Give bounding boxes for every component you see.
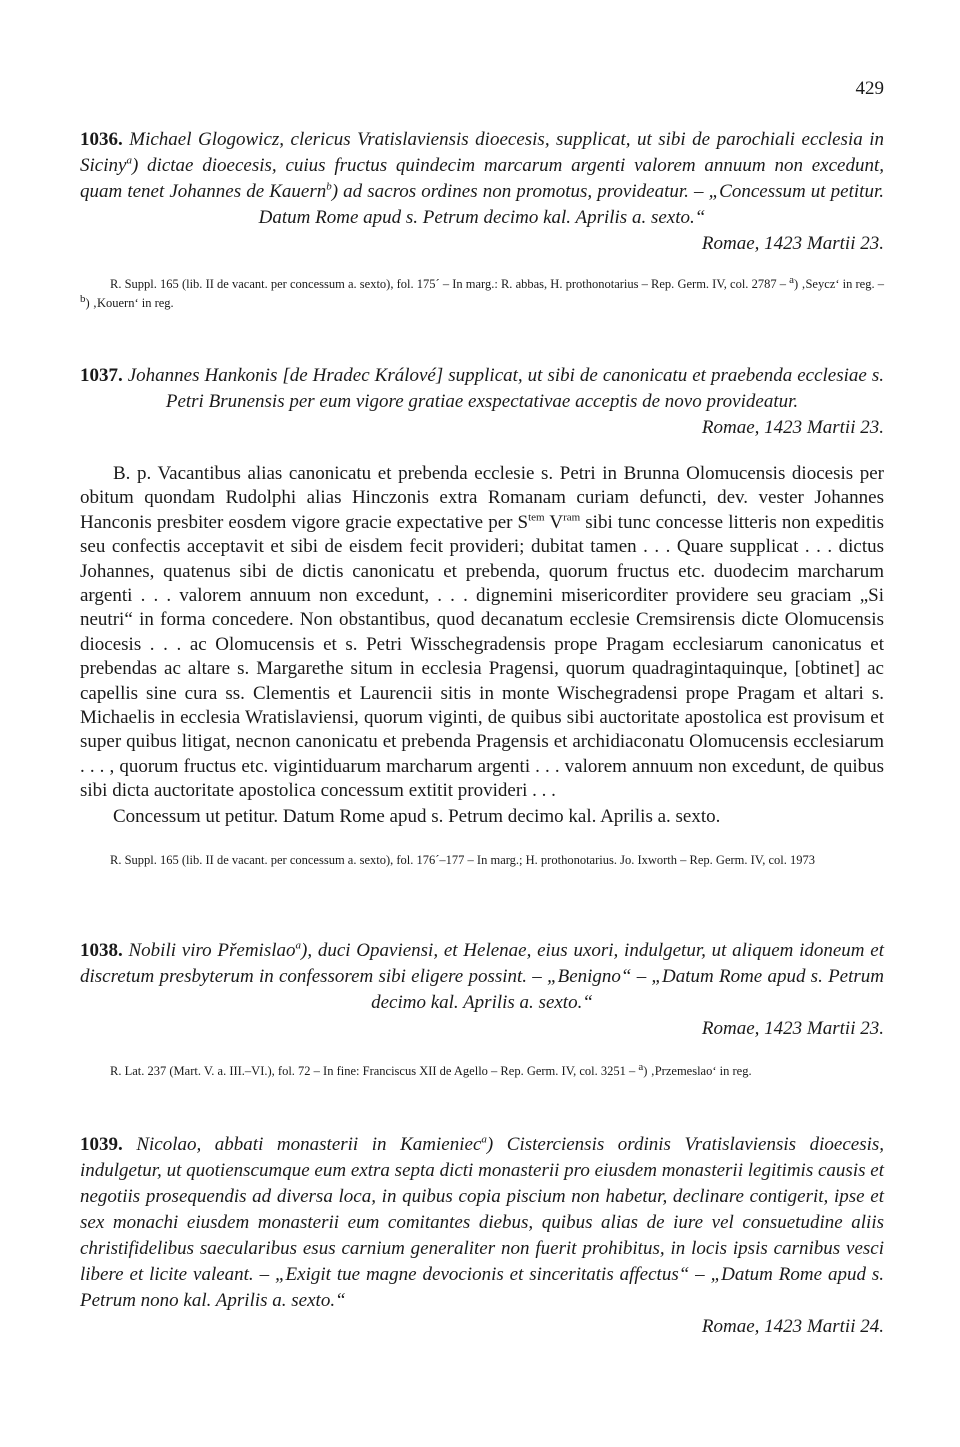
footnote-marker: a xyxy=(789,273,795,286)
entry-1037 xyxy=(80,363,884,870)
source-text: ) ‚Kouern‘ in reg. xyxy=(85,296,174,310)
body-text: B. p. Vacantibus alias canonicatu et prebenda ecclesie s. Petri in Brunna Olomucensis diocesis per obitum quondam Rudolphi alias Hinczonis extra Romanam curiam defuncti, dev. vester Johannes Hanconis presbiter eosdem vigore gracie expectative per S xyxy=(80,463,884,533)
entry-number: 1037. xyxy=(80,365,123,386)
superscript: tem xyxy=(528,511,545,524)
regest xyxy=(80,363,884,415)
regest xyxy=(80,1132,884,1314)
regest-text: Nicolao, abbati monasterii in Kamieniec xyxy=(136,1134,482,1155)
entry-1036 xyxy=(80,127,884,313)
regest xyxy=(80,938,884,1016)
concessum-line: Concessum ut petitur. Datum Rome apud s. Petrum decimo kal. Aprilis a. sexto. xyxy=(113,805,721,827)
document-body xyxy=(80,462,884,804)
source-text: ) ‚Przemeslao‘ in reg. xyxy=(643,1064,752,1078)
body-text: sibi tunc concesse litteris non expeditis seu confectis acceptavit et sibi de eisdem fecit provideri; dubitat tamen . . . Quare supplicat . . . dictus Johannes, quatenus sibi de dictis canonicatu et prebenda, quorum fructus etc. duodecim marcharum argenti . . . valorem annuum non excedunt, . . . dignemini misericorditer providere seu graciam „Si neutri“ in forma concedere. Non obstantibus, quod decanatum ecclesie Cremsirensis dicte Olomucensis diocesis . . . ac Olomucensis et s. Petri Wisschegradensis prope Pragam ecclesiarum canonicatus et prebendas ac altare s. Margarethe situm in ecclesia Pragensi, quorum quadragintaquinque, [obtinet] ac capellis sine cura ss. Clementis et Laurencii sitis in monte Wischegradensi prope Pragam et altari s. Michaelis in ecclesia Wratislaviensi, quorum viginti, de quibus sibi auctoritate apostolica est provisum et super quibus litigat, necnon canonicatu et prebenda Pragensis et archidiaconatu Olomucensis ecclesiarum . . . , quorum fructus etc. vigintiduarum marcharum argenti . . . valorem annuum non excedunt, de quibus sibi dicta auctoritate apostolica concessum extitit provideri . . . xyxy=(80,511,884,802)
regest-text: ) Cisterciensis ordinis Vratislaviensis dioecesis, indulgetur, ut quotienscumque eum extra septa dicti monasterii pro eiusdem monasterii legitimis causis et negotiis prosequendis ad diversa loca, in quibus copia piscium non habetur, declinare contigerit, ipse et sex monachi eiusdem monasterii eum comitantes diebus, quibus alias de iure vel consuetudine aliis christifidelibus saecularibus esus carnium generaliter non fuerit prohibitus, in locis ipsis carnibus vesci libere et licite valeant. – „Exigit tue magne devocionis et sinceritatis affectus“ – „Datum Rome apud s. Petrum nono kal. Aprilis a. sexto.“ xyxy=(80,1134,885,1311)
source-note: R. Suppl. 165 (lib. II de vacant. per concessum a. sexto), fol. 176´–177 – In marg.; H. prothonotarius. Jo. Ixworth – Rep. Germ. IV, col. 1973 xyxy=(110,852,815,867)
footnote-marker: a xyxy=(126,154,132,167)
footnote-marker: b xyxy=(326,180,332,193)
regest-text: ), duci Opaviensi, et Helenae, eius uxori, indulgetur, ut aliquem idoneum et discretum presbyterum in confessorem sibi eligere possint. – „Benigno“ – „Datum Rome apud s. Petrum decimo kal. Aprilis a. sexto.“ xyxy=(80,940,884,1013)
entry-date: Romae, 1423 Martii 23. xyxy=(701,1018,884,1039)
entry-1039 xyxy=(80,1132,884,1340)
page-number: 429 xyxy=(855,78,884,99)
regest-text: Michael Glogowicz, clericus Vratislaviensis dioecesis, supplicat, ut sibi de parochiali ecclesia in Siciny xyxy=(80,129,885,176)
body-text: V xyxy=(544,511,564,533)
superscript: ram xyxy=(563,511,581,524)
entry-number: 1038. xyxy=(80,940,123,961)
footnote-marker: b xyxy=(80,292,86,305)
regest-text: ) ad sacros ordines non promotus, provideatur. – „Concessum ut petitur. Datum Rome apud s. Petrum decimo kal. Aprilis a. sexto.“ xyxy=(258,181,884,228)
regest-text: Johannes Hankonis [de Hradec Králové] supplicat, ut sibi de canonicatu et praebenda ecclesiae s. Petri Brunensis per eum vigore gratiae exspectativae acceptis de novo provideatur. xyxy=(127,365,884,412)
entry-number: 1036. xyxy=(80,129,123,150)
source-text: R. Lat. 237 (Mart. V. a. III.–VI.), fol. 72 – In fine: Franciscus XII de Agello – Rep. Germ. IV, col. 3251 – xyxy=(110,1064,639,1078)
regest-text: ) dictae dioecesis, cuius fructus quindecim marcarum argenti valorem annuum non excedunt, quam tenet Johannes de Kauern xyxy=(80,155,884,202)
footnote-marker: a xyxy=(481,1133,487,1146)
source-note xyxy=(80,275,884,313)
entry-date: Romae, 1423 Martii 23. xyxy=(701,233,884,254)
entry-date: Romae, 1423 Martii 23. xyxy=(701,417,884,438)
footnote-marker: a xyxy=(295,939,302,952)
entry-number: 1039. xyxy=(80,1134,123,1155)
source-text: ) ‚Seycz‘ in reg. – xyxy=(794,277,884,291)
source-text: R. Suppl. 165 (lib. II de vacant. per concessum a. sexto), fol. 175´ – In marg.: R. abbas, H. prothonotarius – Rep. Germ. IV, col. 2787 – xyxy=(110,277,790,291)
footnote-marker: a xyxy=(638,1060,644,1073)
entry-1038 xyxy=(80,938,884,1081)
source-note xyxy=(80,1062,884,1081)
regest-text: Nobili viro Přemislao xyxy=(128,940,296,961)
regest xyxy=(80,127,884,231)
entry-date: Romae, 1423 Martii 24. xyxy=(701,1316,884,1337)
